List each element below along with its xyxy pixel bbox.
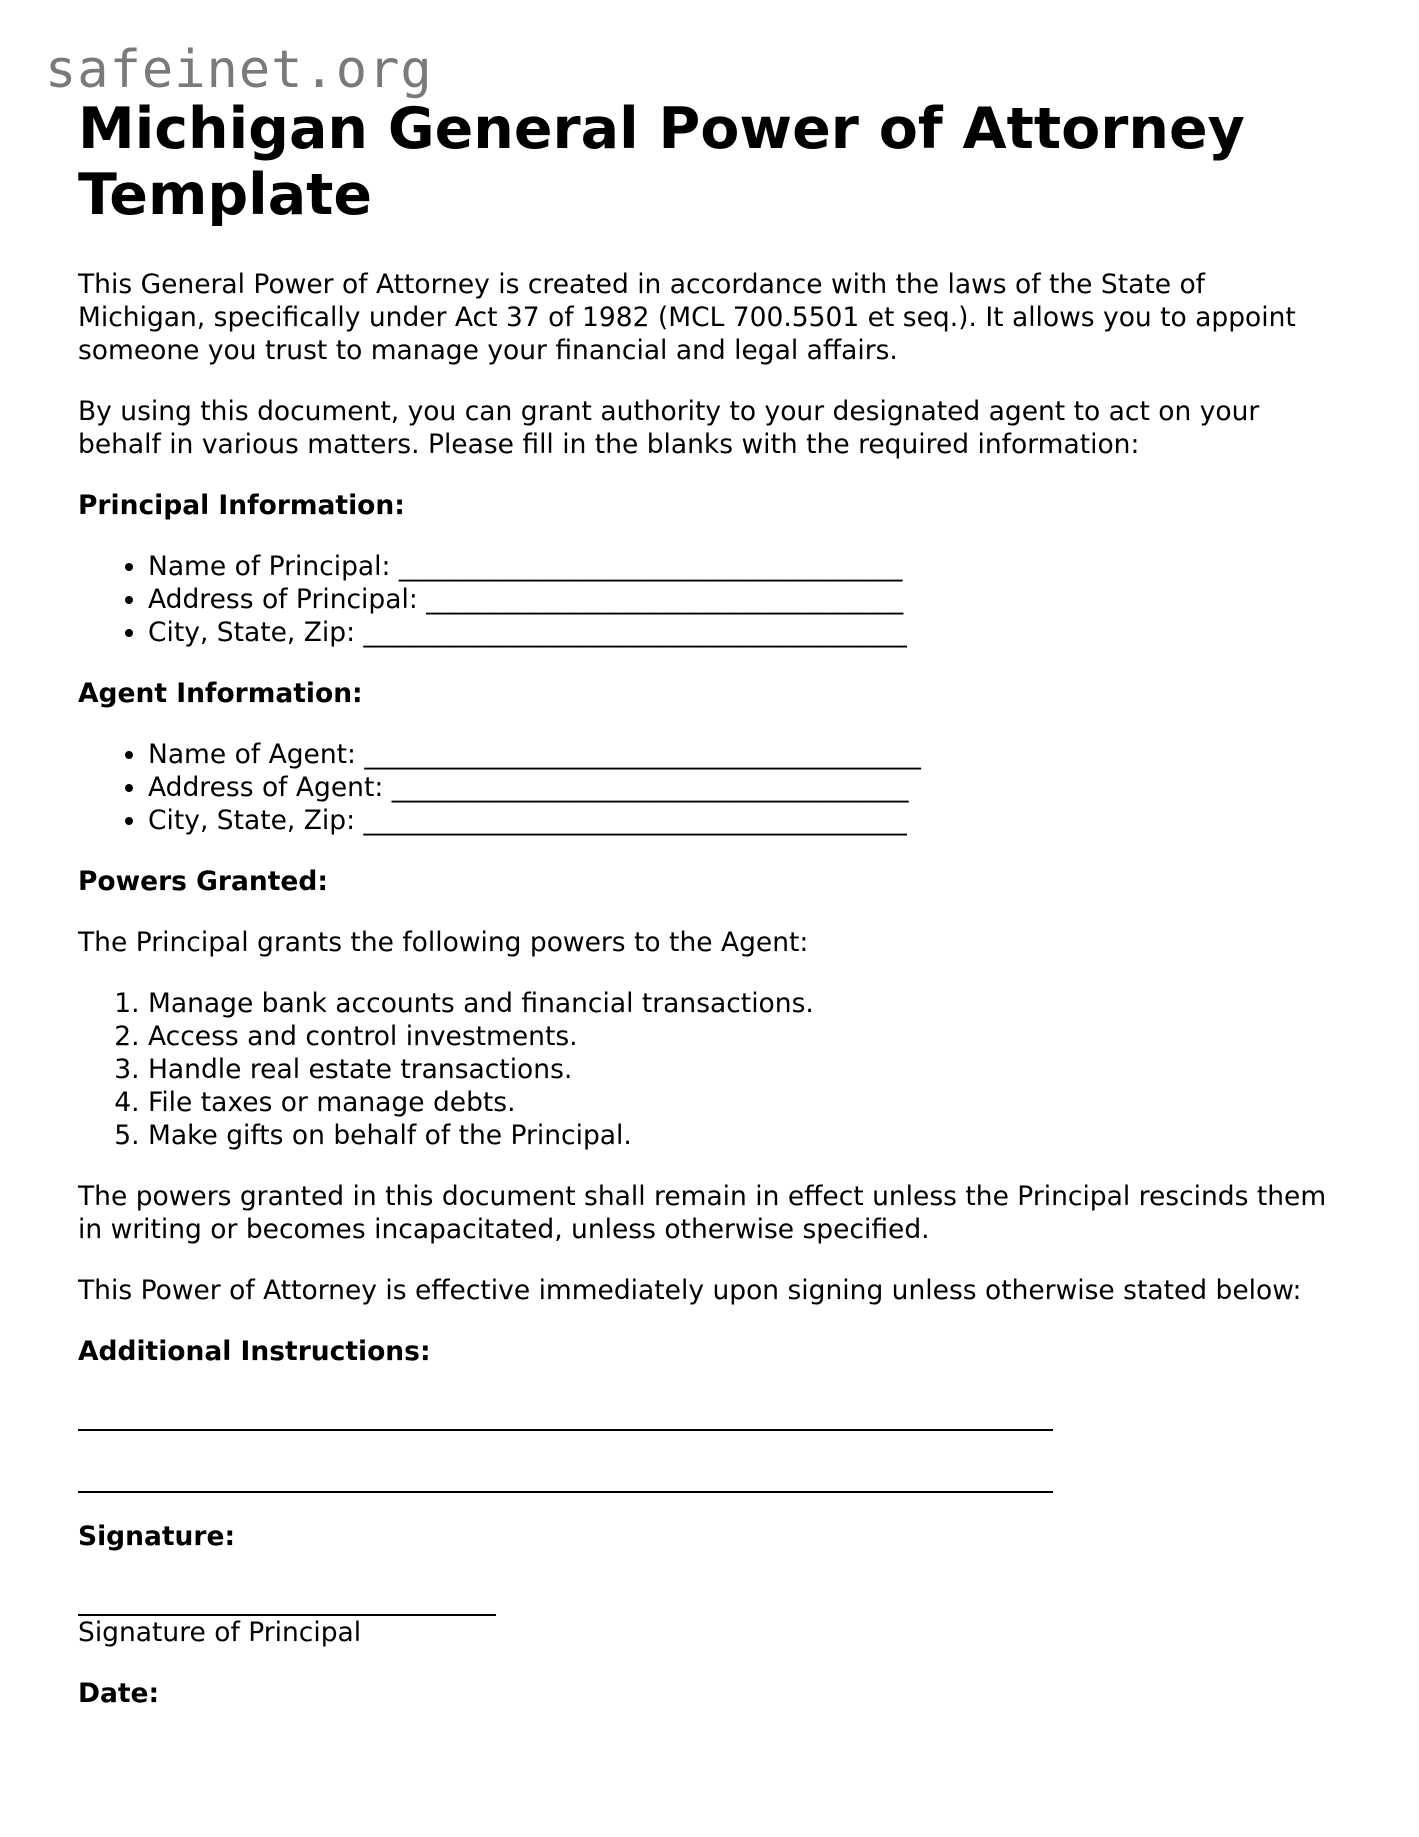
- intro-paragraph-2: By using this document, you can grant authority to your designated agent to act on your behalf in various matters. Please fill in the blanks with the required information:: [78, 396, 1260, 460]
- additional-instructions-heading: Additional Instructions:: [78, 1336, 431, 1367]
- additional-instructions-line-1[interactable]: [78, 1396, 1053, 1431]
- agent-address-field[interactable]: • Address of Agent: _______________________________________: [148, 771, 1338, 804]
- powers-heading: Powers Granted:: [78, 866, 328, 897]
- agent-list: [78, 738, 1338, 837]
- signature-heading: Signature:: [78, 1521, 236, 1552]
- powers-intro: The Principal grants the following powers to the Agent:: [78, 927, 809, 958]
- power-item: 1. Manage bank accounts and financial transactions.: [148, 987, 1338, 1020]
- power-item: 4. File taxes or manage debts.: [148, 1086, 1338, 1119]
- signature-line[interactable]: [78, 1581, 496, 1616]
- date-heading: Date:: [78, 1678, 160, 1709]
- principal-name-field[interactable]: • Name of Principal: ______________________________________: [148, 550, 1338, 583]
- document-page: [78, 96, 1338, 1738]
- principal-address-field[interactable]: • Address of Principal: ____________________________________: [148, 583, 1338, 616]
- power-item: 3. Handle real estate transactions.: [148, 1053, 1338, 1086]
- signature-caption: Signature of Principal: [78, 1617, 362, 1648]
- principal-heading: Principal Information:: [78, 490, 405, 521]
- agent-city-state-zip-field[interactable]: • City, State, Zip: _________________________________________: [148, 804, 1338, 837]
- power-item: 2. Access and control investments.: [148, 1020, 1338, 1053]
- intro-paragraph-1: This General Power of Attorney is created in accordance with the laws of the State of Michigan, specifically under Act 37 of 1982 (MCL 700.5501 et seq.). It allows you to appoint someone you trust to manage your financial and legal affairs.: [78, 269, 1296, 366]
- agent-name-field[interactable]: • Name of Agent: __________________________________________: [148, 738, 1338, 771]
- terms-paragraph-2: This Power of Attorney is effective immediately upon signing unless otherwise stated below:: [78, 1275, 1302, 1306]
- powers-list: [78, 987, 1338, 1152]
- terms-paragraph-1: The powers granted in this document shall remain in effect unless the Principal rescinds them in writing or becomes incapacitated, unless otherwise specified.: [78, 1181, 1327, 1245]
- page-title: Michigan General Power of Attorney Template: [78, 96, 1245, 228]
- principal-city-state-zip-field[interactable]: • City, State, Zip: _________________________________________: [148, 616, 1338, 649]
- principal-list: [78, 550, 1338, 649]
- agent-heading: Agent Information:: [78, 678, 363, 709]
- watermark: safeinet.org: [45, 40, 433, 100]
- power-item: 5. Make gifts on behalf of the Principal.: [148, 1119, 1338, 1152]
- additional-instructions-line-2[interactable]: [78, 1458, 1053, 1493]
